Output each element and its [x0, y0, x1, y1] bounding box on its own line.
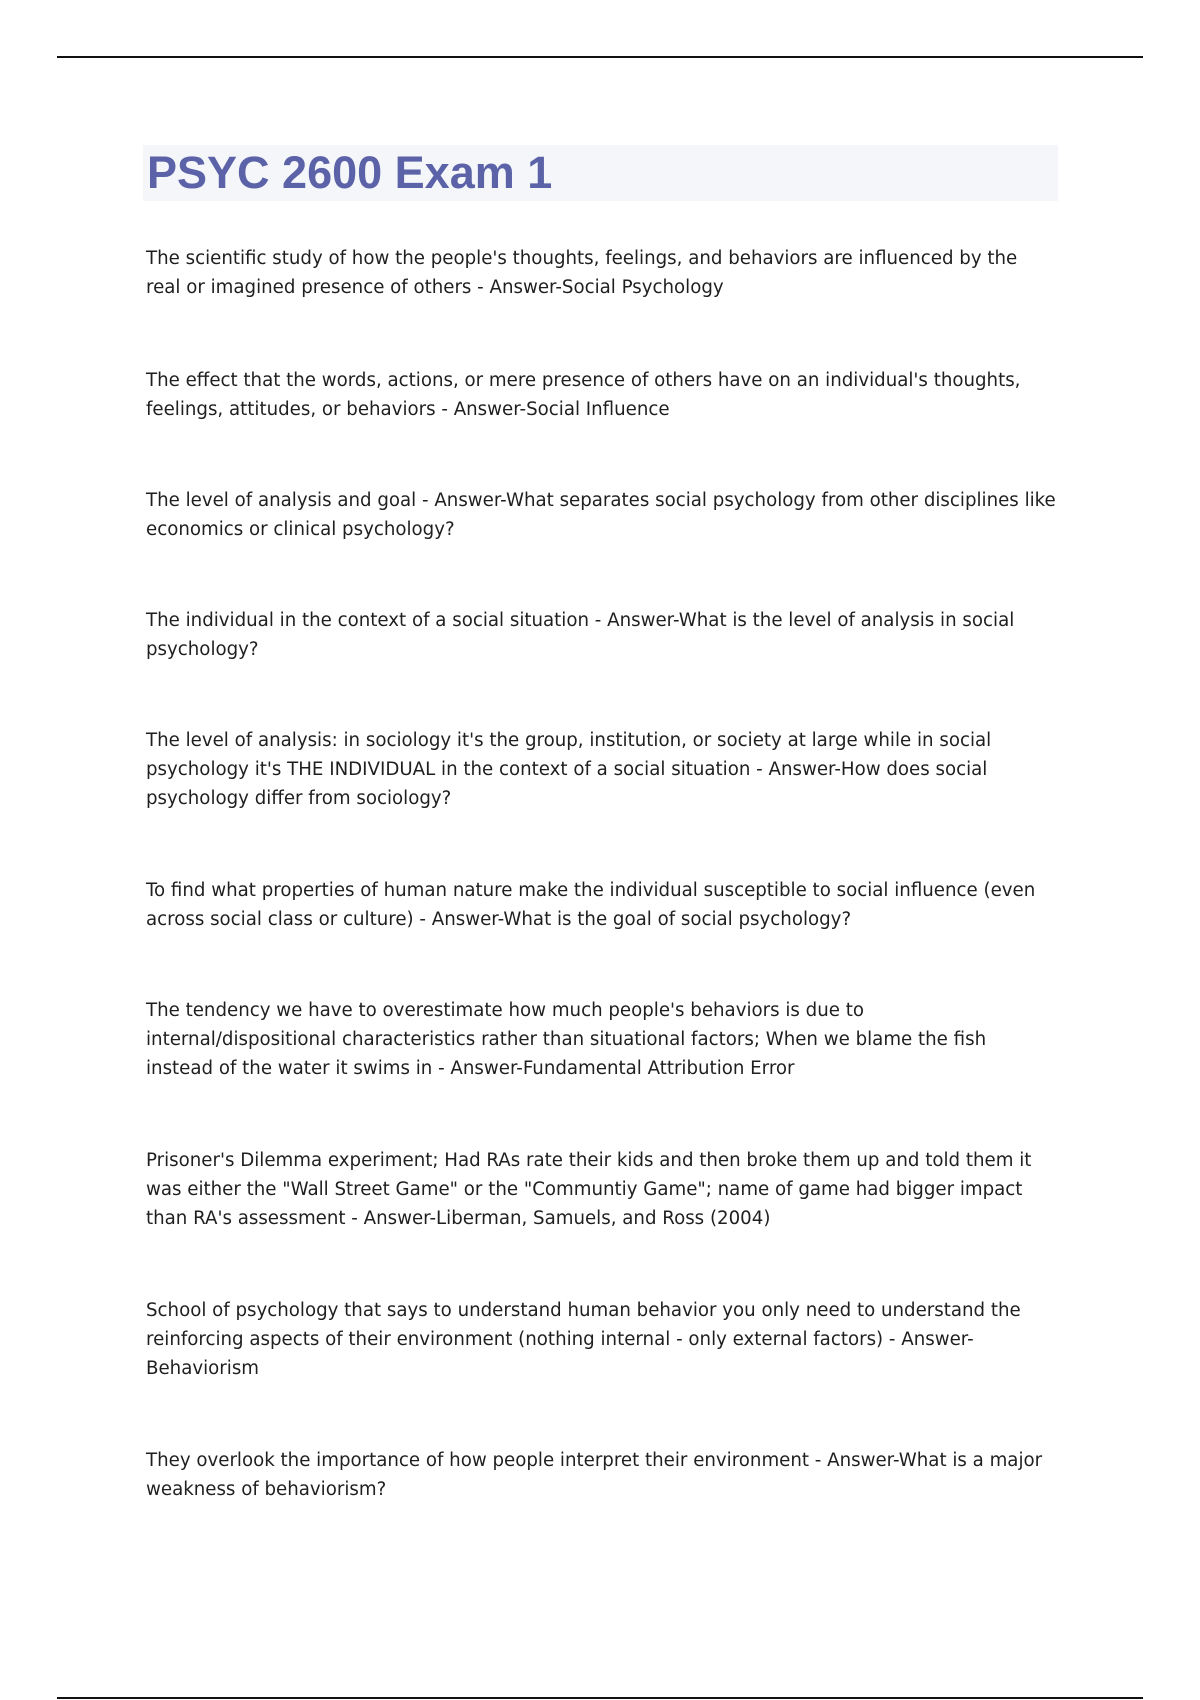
qa-item-7: The tendency we have to overestimate how much people's behaviors is due to internal/dispositional characteristics rather than situational factors; When we blame the fish instead of the water it swims in - Answer-Fundamental Attribution Error — [146, 1000, 987, 1079]
qa-item-8: Prisoner's Dilemma experiment; Had RAs rate their kids and then broke them up and told them it was either the "Wall Street Game" or the "Communtiy Game"; name of game had bigger impact than RA's assessment - Answer-Liberman, Samuels, and Ross (2004) — [146, 1150, 1032, 1229]
qa-item-3: The level of analysis and goal - Answer-What separates social psychology from other disciplines like economics or clinical psychology? — [146, 490, 1056, 540]
title-banner — [143, 145, 1058, 201]
qa-item-6: To find what properties of human nature make the individual susceptible to social influence (even across social class or culture) - Answer-What is the goal of social psychology? — [146, 880, 1036, 930]
page-title: PSYC 2600 Exam 1 — [147, 147, 553, 198]
qa-item-2: The effect that the words, actions, or mere presence of others have on an individual's thoughts, feelings, attitudes, or behaviors - Answer-Social Influence — [146, 370, 1021, 420]
qa-item-4: The individual in the context of a social situation - Answer-What is the level of analysis in social psychology? — [146, 610, 1015, 660]
qa-item-1: The scientific study of how the people's thoughts, feelings, and behaviors are influenced by the real or imagined presence of others - Answer-Social Psychology — [146, 248, 1018, 298]
qa-item-9: School of psychology that says to understand human behavior you only need to understand the reinforcing aspects of their environment (nothing internal - only external factors) - Answer-Behaviorism — [146, 1300, 1021, 1379]
qa-item-5: The level of analysis: in sociology it's the group, institution, or society at large while in social psychology it's THE INDIVIDUAL in the context of a social situation - Answer-How does social psychology differ from sociology? — [146, 730, 992, 809]
top-rule — [57, 56, 1143, 58]
qa-item-10: They overlook the importance of how people interpret their environment - Answer-What is a major weakness of behaviorism? — [146, 1450, 1043, 1500]
bottom-rule — [57, 1697, 1143, 1699]
